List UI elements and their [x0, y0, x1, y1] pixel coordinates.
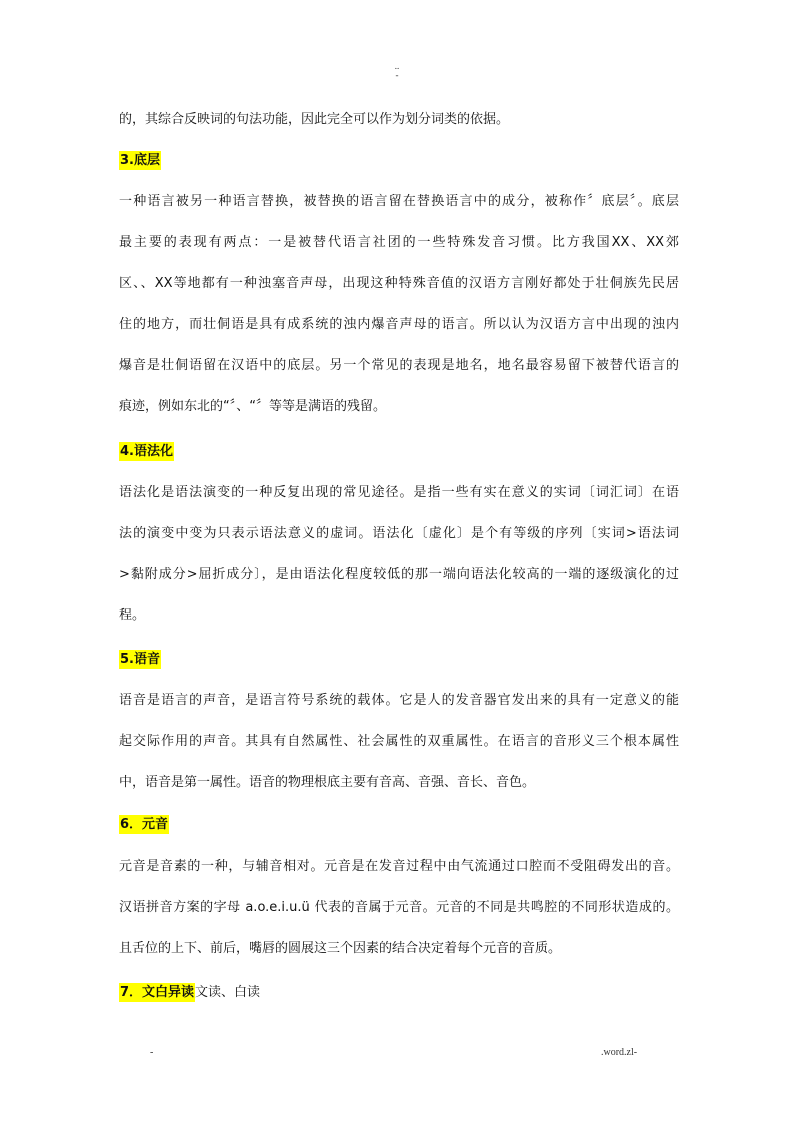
paragraph-line: 中，语音是第一属性。语音的物理根底主要有音高、音强、音长、音色。	[119, 775, 536, 790]
section-heading	[119, 984, 679, 1002]
paragraph-line: 且舌位的上下、前后，嘴唇的圆展这三个因素的结合决定着每个元音的音质。	[119, 941, 562, 956]
heading-highlight: 4.语法化	[120, 444, 173, 459]
paragraph-line: 法的演变中变为只表示语法意义的虚词。语法化〔虚化〕是个有等级的序列〔实词>语法词	[119, 526, 679, 541]
heading-trailing-text: 文读、白读	[195, 985, 261, 1000]
paragraph-line: 爆音是壮侗语留在汉语中的底层。另一个常见的表现是地名，地名最容易留下被替代语言的	[119, 358, 679, 373]
section-heading	[119, 651, 679, 669]
paragraph-line: 起交际作用的声音。其具有自然属性、社会属性的双重属性。在语言的音形义三个根本属性	[119, 734, 679, 749]
heading-highlight: 3.底层	[120, 153, 160, 168]
paragraph-line: 痕迹，例如东北的“〞、“〞等等是满语的残留。	[119, 399, 386, 414]
heading-highlight: 6．元音	[120, 817, 169, 832]
paragraph-line: 语音是语言的声音，是语言符号系统的载体。它是人的发音器官发出来的具有一定意义的能	[119, 693, 679, 708]
page-header-mark: ..	[394, 61, 400, 71]
footer-right: .word.zl-	[601, 1047, 638, 1058]
heading-highlight: 5.语音	[120, 652, 160, 667]
paragraph-line: 住的地方，而壮侗语是具有成系统的浊内爆音声母的语言。所以认为汉语方言中出现的浊内	[119, 317, 679, 332]
paragraph-line: 汉语拼音方案的字母 a.o.e.i.u.ü 代表的音属于元音。元音的不同是共鸣腔的不同形状造成的。	[119, 900, 679, 915]
paragraph-line: >黏附成分>屈折成分〕，是由语法化程度较低的那一端向语法化较高的一端的逐级演化的过	[119, 567, 679, 582]
paragraph-line: 一种语言被另一种语言替换，被替换的语言留在替换语言中的成分，被称作〞底层〞。底层	[119, 194, 679, 209]
paragraph-line: 程。	[119, 608, 146, 623]
section-heading	[119, 816, 679, 834]
section-heading	[119, 443, 679, 461]
paragraph-line: 区、、XX等地都有一种浊塞音声母，出现这种特殊音值的汉语方言刚好都处于壮侗族先民居	[119, 276, 679, 291]
paragraph-line: 最主要的表现有两点：一是被替代语言社团的一些特殊发音习惯。比方我国XX、XX郊	[119, 235, 679, 250]
paragraph-line: 语法化是语法演变的一种反复出现的常见途径。是指一些有实在意义的实词〔词汇词〕在语	[119, 485, 679, 500]
paragraph-line: 的，其综合反映词的句法功能，因此完全可以作为划分词类的依据。	[119, 112, 510, 127]
paragraph-line: 元音是音素的一种，与辅音相对。元音是在发音过程中由气流通过口腔而不受阻碍发出的音。	[119, 859, 679, 874]
heading-highlight: 7．文白异读	[120, 985, 195, 1000]
section-heading	[119, 152, 679, 170]
page-header-dash: -	[395, 70, 399, 80]
footer-left: -	[150, 1047, 154, 1058]
